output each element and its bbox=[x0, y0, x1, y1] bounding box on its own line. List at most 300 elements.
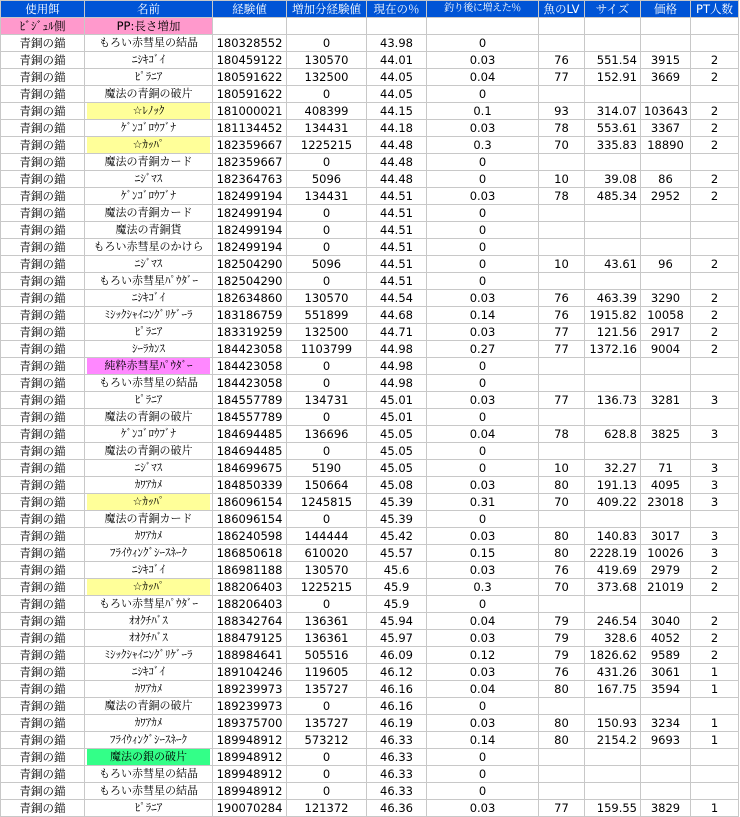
cell-exp[interactable]: 182499194 bbox=[213, 188, 287, 205]
cell-size[interactable]: 1372.16 bbox=[585, 341, 641, 358]
cell-size[interactable]: 150.93 bbox=[585, 715, 641, 732]
cell-exp-gain[interactable]: 136361 bbox=[287, 613, 367, 630]
cell-current-pct[interactable]: 44.01 bbox=[367, 52, 427, 69]
cell-pct-gain[interactable]: 0.03 bbox=[427, 562, 539, 579]
cell-size[interactable] bbox=[585, 154, 641, 171]
cell-exp-gain[interactable]: 130570 bbox=[287, 52, 367, 69]
cell-price[interactable] bbox=[641, 239, 691, 256]
cell-exp[interactable]: 184694485 bbox=[213, 443, 287, 460]
cell-fish-lv[interactable]: 80 bbox=[539, 545, 585, 562]
cell-exp-gain[interactable]: 573212 bbox=[287, 732, 367, 749]
cell-pct-gain[interactable]: 0 bbox=[427, 239, 539, 256]
cell-bait[interactable]: 青銅の錨 bbox=[1, 800, 85, 817]
cell-size[interactable]: 2228.19 bbox=[585, 545, 641, 562]
cell-exp-gain[interactable]: 119605 bbox=[287, 664, 367, 681]
cell-name[interactable] bbox=[85, 52, 213, 69]
cell-exp-gain[interactable]: 5096 bbox=[287, 256, 367, 273]
cell-current-pct[interactable]: 45.9 bbox=[367, 596, 427, 613]
cell-pct-gain[interactable]: 0 bbox=[427, 698, 539, 715]
cell-size[interactable]: 485.34 bbox=[585, 188, 641, 205]
col-header-pct-gain[interactable]: 釣り後に増えた％ bbox=[427, 1, 539, 18]
cell-exp[interactable]: 189948912 bbox=[213, 749, 287, 766]
cell-exp[interactable]: 188479125 bbox=[213, 630, 287, 647]
cell-bait[interactable]: 青銅の錨 bbox=[1, 562, 85, 579]
cell-fish-lv[interactable] bbox=[539, 154, 585, 171]
cell-exp-gain[interactable]: 0 bbox=[287, 86, 367, 103]
cell-exp-gain[interactable]: 134431 bbox=[287, 120, 367, 137]
cell-fish-lv[interactable]: 70 bbox=[539, 494, 585, 511]
cell-fish-lv[interactable]: 70 bbox=[539, 137, 585, 154]
cell-exp[interactable]: 188206403 bbox=[213, 596, 287, 613]
cell-current-pct[interactable]: 45.05 bbox=[367, 426, 427, 443]
cell-fish-lv[interactable]: 80 bbox=[539, 732, 585, 749]
cell-bait[interactable]: 青銅の錨 bbox=[1, 341, 85, 358]
cell-price[interactable]: 3061 bbox=[641, 664, 691, 681]
cell-price[interactable] bbox=[641, 783, 691, 800]
cell-bait[interactable]: 青銅の錨 bbox=[1, 783, 85, 800]
cell-size[interactable]: 328.6 bbox=[585, 630, 641, 647]
cell-pct-gain[interactable]: 0 bbox=[427, 222, 539, 239]
cell-price[interactable]: 23018 bbox=[641, 494, 691, 511]
cell-name[interactable] bbox=[85, 749, 213, 766]
cell-bait[interactable]: 青銅の錨 bbox=[1, 273, 85, 290]
cell-price[interactable]: 3594 bbox=[641, 681, 691, 698]
cell-fish-lv[interactable] bbox=[539, 222, 585, 239]
cell-pt-count[interactable]: 2 bbox=[691, 341, 739, 358]
cell-price[interactable]: 3829 bbox=[641, 800, 691, 817]
cell-current-pct[interactable]: 45.39 bbox=[367, 511, 427, 528]
cell-exp[interactable]: 184557789 bbox=[213, 392, 287, 409]
cell-price[interactable]: 9693 bbox=[641, 732, 691, 749]
cell-name[interactable] bbox=[85, 239, 213, 256]
cell-exp[interactable]: 189948912 bbox=[213, 766, 287, 783]
cell-current-pct[interactable]: 46.09 bbox=[367, 647, 427, 664]
cell-fish-lv[interactable]: 77 bbox=[539, 800, 585, 817]
cell-current-pct[interactable]: 46.33 bbox=[367, 766, 427, 783]
cell-pt-count[interactable] bbox=[691, 596, 739, 613]
cell-bait[interactable]: 青銅の錨 bbox=[1, 137, 85, 154]
cell-exp-gain[interactable]: 0 bbox=[287, 443, 367, 460]
cell-size[interactable]: 335.83 bbox=[585, 137, 641, 154]
cell-pt-count[interactable]: 2 bbox=[691, 324, 739, 341]
cell-pt-count[interactable] bbox=[691, 511, 739, 528]
cell-price[interactable]: 2952 bbox=[641, 188, 691, 205]
cell-exp[interactable]: 189104246 bbox=[213, 664, 287, 681]
cell-pct-gain[interactable]: 0 bbox=[427, 273, 539, 290]
cell-price[interactable] bbox=[641, 358, 691, 375]
cell-size[interactable]: 167.75 bbox=[585, 681, 641, 698]
cell-exp[interactable]: 188342764 bbox=[213, 613, 287, 630]
cell-exp[interactable]: 186096154 bbox=[213, 494, 287, 511]
cell-price[interactable]: 9589 bbox=[641, 647, 691, 664]
cell-price[interactable]: 3017 bbox=[641, 528, 691, 545]
cell-fish-lv[interactable] bbox=[539, 86, 585, 103]
cell-name[interactable] bbox=[85, 273, 213, 290]
cell-pt-count[interactable]: 3 bbox=[691, 494, 739, 511]
cell-exp-gain[interactable]: 134431 bbox=[287, 188, 367, 205]
cell-pct-gain[interactable]: 0 bbox=[427, 443, 539, 460]
cell-current-pct[interactable]: 44.71 bbox=[367, 324, 427, 341]
cell-exp[interactable]: 189948912 bbox=[213, 732, 287, 749]
cell-size[interactable] bbox=[585, 596, 641, 613]
cell-exp-gain[interactable]: 0 bbox=[287, 35, 367, 52]
cell-size[interactable]: 140.83 bbox=[585, 528, 641, 545]
cell-current-pct[interactable]: 44.98 bbox=[367, 375, 427, 392]
cell-price[interactable] bbox=[641, 409, 691, 426]
cell-fish-lv[interactable]: 79 bbox=[539, 613, 585, 630]
cell-name[interactable] bbox=[85, 800, 213, 817]
cell-size[interactable] bbox=[585, 35, 641, 52]
cell-price[interactable]: 2917 bbox=[641, 324, 691, 341]
cell-exp[interactable]: 183319259 bbox=[213, 324, 287, 341]
cell-exp[interactable]: 180459122 bbox=[213, 52, 287, 69]
cell-current-pct[interactable]: 45.01 bbox=[367, 392, 427, 409]
cell-pct-gain[interactable]: 0 bbox=[427, 358, 539, 375]
cell-exp-gain[interactable]: 1103799 bbox=[287, 341, 367, 358]
cell-size[interactable]: 628.8 bbox=[585, 426, 641, 443]
cell-current-pct[interactable]: 45.6 bbox=[367, 562, 427, 579]
subheader-empty-cell[interactable] bbox=[585, 18, 641, 35]
cell-pt-count[interactable] bbox=[691, 443, 739, 460]
cell-pct-gain[interactable]: 0.03 bbox=[427, 290, 539, 307]
cell-price[interactable] bbox=[641, 35, 691, 52]
cell-exp[interactable]: 180591622 bbox=[213, 86, 287, 103]
cell-exp-gain[interactable]: 0 bbox=[287, 205, 367, 222]
cell-exp[interactable]: 182359667 bbox=[213, 154, 287, 171]
cell-size[interactable] bbox=[585, 766, 641, 783]
cell-pct-gain[interactable]: 0.3 bbox=[427, 137, 539, 154]
cell-exp[interactable]: 189375700 bbox=[213, 715, 287, 732]
cell-name[interactable] bbox=[85, 86, 213, 103]
cell-bait[interactable]: 青銅の錨 bbox=[1, 630, 85, 647]
cell-current-pct[interactable]: 46.33 bbox=[367, 749, 427, 766]
cell-pct-gain[interactable]: 0 bbox=[427, 171, 539, 188]
cell-name[interactable] bbox=[85, 613, 213, 630]
cell-price[interactable]: 3915 bbox=[641, 52, 691, 69]
cell-pt-count[interactable]: 2 bbox=[691, 103, 739, 120]
cell-name[interactable] bbox=[85, 426, 213, 443]
cell-current-pct[interactable]: 44.51 bbox=[367, 205, 427, 222]
cell-pct-gain[interactable]: 0 bbox=[427, 256, 539, 273]
cell-current-pct[interactable]: 46.16 bbox=[367, 681, 427, 698]
cell-price[interactable]: 3669 bbox=[641, 69, 691, 86]
cell-exp-gain[interactable]: 130570 bbox=[287, 290, 367, 307]
cell-fish-lv[interactable]: 76 bbox=[539, 52, 585, 69]
cell-exp[interactable]: 181000021 bbox=[213, 103, 287, 120]
cell-price[interactable] bbox=[641, 443, 691, 460]
cell-exp[interactable]: 190070284 bbox=[213, 800, 287, 817]
cell-exp[interactable]: 182499194 bbox=[213, 205, 287, 222]
cell-size[interactable]: 1826.62 bbox=[585, 647, 641, 664]
cell-pct-gain[interactable]: 0.1 bbox=[427, 103, 539, 120]
cell-bait[interactable]: 青銅の錨 bbox=[1, 103, 85, 120]
cell-size[interactable] bbox=[585, 86, 641, 103]
cell-pt-count[interactable]: 3 bbox=[691, 426, 739, 443]
cell-pt-count[interactable]: 2 bbox=[691, 188, 739, 205]
cell-exp-gain[interactable]: 1225215 bbox=[287, 137, 367, 154]
cell-bait[interactable]: 青銅の錨 bbox=[1, 681, 85, 698]
cell-pct-gain[interactable]: 0.14 bbox=[427, 307, 539, 324]
cell-bait[interactable]: 青銅の錨 bbox=[1, 171, 85, 188]
cell-current-pct[interactable]: 46.19 bbox=[367, 715, 427, 732]
cell-exp-gain[interactable]: 1245815 bbox=[287, 494, 367, 511]
cell-fish-lv[interactable]: 10 bbox=[539, 256, 585, 273]
cell-price[interactable]: 3367 bbox=[641, 120, 691, 137]
cell-exp[interactable]: 181134452 bbox=[213, 120, 287, 137]
cell-pct-gain[interactable]: 0.04 bbox=[427, 426, 539, 443]
cell-pct-gain[interactable]: 0 bbox=[427, 35, 539, 52]
cell-pct-gain[interactable]: 0.03 bbox=[427, 477, 539, 494]
cell-pt-count[interactable]: 3 bbox=[691, 477, 739, 494]
cell-pt-count[interactable] bbox=[691, 154, 739, 171]
cell-exp[interactable]: 189948912 bbox=[213, 783, 287, 800]
cell-bait[interactable]: 青銅の錨 bbox=[1, 664, 85, 681]
cell-exp-gain[interactable]: 0 bbox=[287, 511, 367, 528]
subheader-pp-length[interactable]: PP:長さ増加 bbox=[85, 18, 213, 35]
cell-pt-count[interactable]: 2 bbox=[691, 290, 739, 307]
cell-bait[interactable]: 青銅の錨 bbox=[1, 766, 85, 783]
cell-exp-gain[interactable]: 0 bbox=[287, 222, 367, 239]
cell-pt-count[interactable]: 2 bbox=[691, 579, 739, 596]
cell-current-pct[interactable]: 45.57 bbox=[367, 545, 427, 562]
cell-size[interactable]: 43.61 bbox=[585, 256, 641, 273]
cell-bait[interactable]: 青銅の錨 bbox=[1, 460, 85, 477]
cell-name[interactable] bbox=[85, 562, 213, 579]
cell-current-pct[interactable]: 46.36 bbox=[367, 800, 427, 817]
cell-pt-count[interactable]: 2 bbox=[691, 137, 739, 154]
cell-current-pct[interactable]: 45.94 bbox=[367, 613, 427, 630]
cell-bait[interactable]: 青銅の錨 bbox=[1, 358, 85, 375]
cell-name[interactable] bbox=[85, 188, 213, 205]
cell-pt-count[interactable]: 2 bbox=[691, 256, 739, 273]
cell-size[interactable]: 551.54 bbox=[585, 52, 641, 69]
cell-fish-lv[interactable]: 80 bbox=[539, 681, 585, 698]
cell-fish-lv[interactable]: 76 bbox=[539, 307, 585, 324]
cell-size[interactable]: 314.07 bbox=[585, 103, 641, 120]
cell-current-pct[interactable]: 45.42 bbox=[367, 528, 427, 545]
cell-fish-lv[interactable] bbox=[539, 783, 585, 800]
cell-name[interactable] bbox=[85, 35, 213, 52]
cell-current-pct[interactable]: 44.51 bbox=[367, 273, 427, 290]
cell-exp[interactable]: 184699675 bbox=[213, 460, 287, 477]
cell-exp-gain[interactable]: 505516 bbox=[287, 647, 367, 664]
cell-size[interactable]: 191.13 bbox=[585, 477, 641, 494]
cell-price[interactable] bbox=[641, 766, 691, 783]
cell-exp-gain[interactable]: 132500 bbox=[287, 324, 367, 341]
subheader-empty-cell[interactable] bbox=[641, 18, 691, 35]
cell-name[interactable] bbox=[85, 103, 213, 120]
cell-bait[interactable]: 青銅の錨 bbox=[1, 324, 85, 341]
cell-size[interactable] bbox=[585, 698, 641, 715]
cell-exp[interactable]: 184850339 bbox=[213, 477, 287, 494]
cell-exp-gain[interactable]: 1225215 bbox=[287, 579, 367, 596]
cell-current-pct[interactable]: 44.51 bbox=[367, 239, 427, 256]
cell-exp-gain[interactable]: 121372 bbox=[287, 800, 367, 817]
cell-name[interactable] bbox=[85, 443, 213, 460]
cell-bait[interactable]: 青銅の錨 bbox=[1, 545, 85, 562]
cell-fish-lv[interactable]: 93 bbox=[539, 103, 585, 120]
cell-pct-gain[interactable]: 0.12 bbox=[427, 647, 539, 664]
cell-fish-lv[interactable]: 76 bbox=[539, 290, 585, 307]
cell-pct-gain[interactable]: 0.3 bbox=[427, 579, 539, 596]
cell-price[interactable] bbox=[641, 154, 691, 171]
cell-size[interactable]: 431.26 bbox=[585, 664, 641, 681]
cell-bait[interactable]: 青銅の錨 bbox=[1, 528, 85, 545]
cell-current-pct[interactable]: 46.33 bbox=[367, 732, 427, 749]
cell-bait[interactable]: 青銅の錨 bbox=[1, 477, 85, 494]
cell-pct-gain[interactable]: 0.03 bbox=[427, 800, 539, 817]
cell-name[interactable] bbox=[85, 256, 213, 273]
cell-pct-gain[interactable]: 0.03 bbox=[427, 664, 539, 681]
cell-fish-lv[interactable] bbox=[539, 596, 585, 613]
cell-fish-lv[interactable] bbox=[539, 409, 585, 426]
cell-pt-count[interactable]: 2 bbox=[691, 647, 739, 664]
cell-current-pct[interactable]: 44.98 bbox=[367, 341, 427, 358]
cell-name[interactable] bbox=[85, 69, 213, 86]
col-header-name[interactable]: 名前 bbox=[85, 1, 213, 18]
cell-current-pct[interactable]: 44.54 bbox=[367, 290, 427, 307]
cell-exp[interactable]: 184423058 bbox=[213, 341, 287, 358]
cell-exp[interactable]: 184557789 bbox=[213, 409, 287, 426]
cell-exp-gain[interactable]: 135727 bbox=[287, 715, 367, 732]
cell-fish-lv[interactable]: 77 bbox=[539, 341, 585, 358]
cell-bait[interactable]: 青銅の錨 bbox=[1, 256, 85, 273]
cell-pct-gain[interactable]: 0.15 bbox=[427, 545, 539, 562]
cell-fish-lv[interactable]: 77 bbox=[539, 69, 585, 86]
cell-fish-lv[interactable] bbox=[539, 375, 585, 392]
cell-name[interactable] bbox=[85, 766, 213, 783]
cell-bait[interactable]: 青銅の錨 bbox=[1, 52, 85, 69]
cell-bait[interactable]: 青銅の錨 bbox=[1, 86, 85, 103]
cell-price[interactable] bbox=[641, 273, 691, 290]
cell-pt-count[interactable]: 2 bbox=[691, 171, 739, 188]
cell-name[interactable] bbox=[85, 494, 213, 511]
cell-fish-lv[interactable] bbox=[539, 358, 585, 375]
cell-price[interactable]: 96 bbox=[641, 256, 691, 273]
cell-pt-count[interactable]: 3 bbox=[691, 392, 739, 409]
cell-exp[interactable]: 186850618 bbox=[213, 545, 287, 562]
cell-current-pct[interactable]: 44.48 bbox=[367, 171, 427, 188]
cell-exp[interactable]: 182504290 bbox=[213, 256, 287, 273]
cell-bait[interactable]: 青銅の錨 bbox=[1, 596, 85, 613]
cell-exp-gain[interactable]: 610020 bbox=[287, 545, 367, 562]
cell-bait[interactable]: 青銅の錨 bbox=[1, 494, 85, 511]
cell-price[interactable]: 3290 bbox=[641, 290, 691, 307]
cell-pct-gain[interactable]: 0.03 bbox=[427, 630, 539, 647]
cell-fish-lv[interactable]: 78 bbox=[539, 426, 585, 443]
cell-exp-gain[interactable]: 0 bbox=[287, 154, 367, 171]
cell-price[interactable]: 2979 bbox=[641, 562, 691, 579]
cell-size[interactable] bbox=[585, 358, 641, 375]
cell-size[interactable]: 39.08 bbox=[585, 171, 641, 188]
cell-pct-gain[interactable]: 0.27 bbox=[427, 341, 539, 358]
cell-price[interactable]: 103643 bbox=[641, 103, 691, 120]
cell-pt-count[interactable]: 2 bbox=[691, 69, 739, 86]
cell-pct-gain[interactable]: 0.04 bbox=[427, 613, 539, 630]
cell-size[interactable]: 32.27 bbox=[585, 460, 641, 477]
cell-pct-gain[interactable]: 0.31 bbox=[427, 494, 539, 511]
cell-name[interactable] bbox=[85, 596, 213, 613]
cell-pct-gain[interactable]: 0.04 bbox=[427, 69, 539, 86]
cell-exp-gain[interactable]: 136696 bbox=[287, 426, 367, 443]
cell-price[interactable]: 3281 bbox=[641, 392, 691, 409]
cell-current-pct[interactable]: 44.15 bbox=[367, 103, 427, 120]
cell-bait[interactable]: 青銅の錨 bbox=[1, 647, 85, 664]
cell-fish-lv[interactable] bbox=[539, 511, 585, 528]
cell-exp[interactable]: 186096154 bbox=[213, 511, 287, 528]
cell-fish-lv[interactable]: 77 bbox=[539, 324, 585, 341]
cell-pt-count[interactable]: 3 bbox=[691, 545, 739, 562]
cell-name[interactable] bbox=[85, 715, 213, 732]
cell-bait[interactable]: 青銅の錨 bbox=[1, 307, 85, 324]
cell-pct-gain[interactable]: 0.14 bbox=[427, 732, 539, 749]
cell-fish-lv[interactable]: 76 bbox=[539, 562, 585, 579]
cell-name[interactable] bbox=[85, 154, 213, 171]
cell-exp[interactable]: 186240598 bbox=[213, 528, 287, 545]
cell-pt-count[interactable]: 1 bbox=[691, 800, 739, 817]
cell-exp-gain[interactable]: 134731 bbox=[287, 392, 367, 409]
cell-price[interactable]: 9004 bbox=[641, 341, 691, 358]
cell-bait[interactable]: 青銅の錨 bbox=[1, 511, 85, 528]
cell-current-pct[interactable]: 44.68 bbox=[367, 307, 427, 324]
cell-current-pct[interactable]: 45.05 bbox=[367, 460, 427, 477]
cell-size[interactable]: 373.68 bbox=[585, 579, 641, 596]
cell-exp-gain[interactable]: 551899 bbox=[287, 307, 367, 324]
cell-name[interactable] bbox=[85, 630, 213, 647]
cell-exp-gain[interactable]: 0 bbox=[287, 358, 367, 375]
cell-exp-gain[interactable]: 144444 bbox=[287, 528, 367, 545]
cell-pct-gain[interactable]: 0 bbox=[427, 460, 539, 477]
cell-pt-count[interactable]: 2 bbox=[691, 52, 739, 69]
subheader-visual-side[interactable]: ﾋﾞｼﾞｭﾙ側 bbox=[1, 18, 85, 35]
cell-pct-gain[interactable]: 0.03 bbox=[427, 392, 539, 409]
cell-pct-gain[interactable]: 0 bbox=[427, 409, 539, 426]
cell-name[interactable] bbox=[85, 545, 213, 562]
cell-exp-gain[interactable]: 0 bbox=[287, 749, 367, 766]
cell-pct-gain[interactable]: 0 bbox=[427, 783, 539, 800]
cell-exp[interactable]: 184423058 bbox=[213, 375, 287, 392]
cell-bait[interactable]: 青銅の錨 bbox=[1, 239, 85, 256]
cell-pct-gain[interactable]: 0.03 bbox=[427, 120, 539, 137]
cell-current-pct[interactable]: 44.18 bbox=[367, 120, 427, 137]
subheader-empty-cell[interactable] bbox=[691, 18, 739, 35]
cell-current-pct[interactable]: 45.9 bbox=[367, 579, 427, 596]
cell-size[interactable] bbox=[585, 222, 641, 239]
cell-price[interactable] bbox=[641, 86, 691, 103]
cell-current-pct[interactable]: 45.05 bbox=[367, 443, 427, 460]
cell-size[interactable]: 409.22 bbox=[585, 494, 641, 511]
cell-pct-gain[interactable]: 0 bbox=[427, 375, 539, 392]
cell-pt-count[interactable]: 1 bbox=[691, 732, 739, 749]
cell-size[interactable]: 1915.82 bbox=[585, 307, 641, 324]
cell-exp[interactable]: 189239973 bbox=[213, 698, 287, 715]
cell-exp-gain[interactable]: 135727 bbox=[287, 681, 367, 698]
col-header-pt-count[interactable]: PT人数 bbox=[691, 1, 739, 18]
cell-price[interactable] bbox=[641, 698, 691, 715]
cell-name[interactable] bbox=[85, 579, 213, 596]
cell-name[interactable] bbox=[85, 409, 213, 426]
cell-exp[interactable]: 184423058 bbox=[213, 358, 287, 375]
cell-price[interactable] bbox=[641, 205, 691, 222]
cell-fish-lv[interactable]: 70 bbox=[539, 579, 585, 596]
cell-pt-count[interactable]: 1 bbox=[691, 715, 739, 732]
cell-exp[interactable]: 188206403 bbox=[213, 579, 287, 596]
cell-pt-count[interactable]: 1 bbox=[691, 664, 739, 681]
cell-fish-lv[interactable]: 80 bbox=[539, 715, 585, 732]
cell-pt-count[interactable] bbox=[691, 222, 739, 239]
cell-pct-gain[interactable]: 0.03 bbox=[427, 324, 539, 341]
cell-fish-lv[interactable]: 79 bbox=[539, 647, 585, 664]
